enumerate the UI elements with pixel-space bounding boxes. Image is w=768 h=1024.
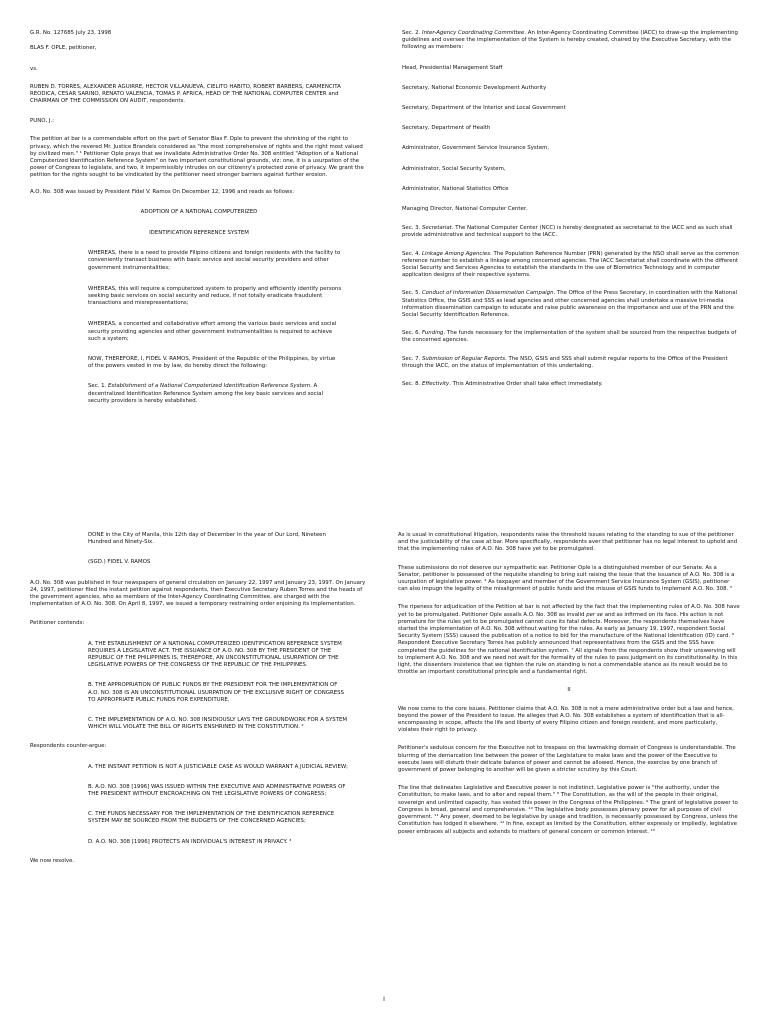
counter-c: C. THE FUNDS NECESSARY FOR THE IMPLEMENTATION OF THE IDENTIFICATION REFERENCE SYSTEM MAY BE SOURCED FROM THE BUDGETS OF THE CONCERNED AGENCIES;	[88, 811, 335, 825]
section-2-body: . An Inter-Agency Coordinating Committee (IACC) to draw-up the implementing guidelines and oversee the implementation of the System is hereby created, chaired by the Executive Secretary, with the following as members:	[402, 30, 738, 51]
member-item: Secretary, Department of the Interior and Local Government	[402, 105, 566, 112]
section-8	[402, 381, 740, 388]
section-1	[30, 383, 368, 405]
paragraph-concern: Petitioner's sedulous concern for the Executive not to trespass on the lawmaking domain of Congress is understandable. The blurring of the demarcation line between the power of the Legislature to make laws and the power of the Executive to execute laws will disturb their delicate balance of power and cannot be allowed. Hence, the exercise by one branch of government of power belonging to another will be given a stricter scrutiny by this Court.	[398, 745, 736, 774]
section-5-title: Conduct of Information Dissemination Campaign	[422, 290, 554, 297]
member-item: Administrator, Government Service Insurance System,	[402, 145, 550, 152]
intro-paragraph: The petition at bar is a commendable effort on the part of Senator Blas F. Ople to prevent the shrinking of the right to privacy, which the revered Mr. Justice Brandeis considered as "the most comprehensive of rights and the right most valued by civilized men." ¹ Petitioner Ople prays that we invalidate Administrative Order No. 308 entitled "Adoption of a National Computerized Identification Reference System" on two important constitutional grounds, viz: one, it is a usurpation of the power of Congress to legislate, and two, it impermissibly intrudes on our citizenry's protected zone of privacy. We grant the petition for the rights sought to be vindicated by the petitioner need stronger barriers against further erosion.	[30, 136, 364, 179]
section-4	[402, 251, 740, 280]
member-item: Managing Director, National Computer Center.	[402, 206, 528, 213]
section-4-lead: Sec. 4.	[402, 250, 422, 257]
paragraph-core-issues: We now come to the core issues. Petitioner claims that A.O. No. 308 is not a mere administrative order but a law and hence, beyond the power of the President to issue. He alleges that A.O. No. 308 establishes a system of identification that is all-encompassing in scope, affects the life and liberty of every Filipino citizen and foreign resident, and more particularly, violates their right to privacy.	[398, 705, 734, 734]
member-item: Secretary, National Economic Development Authority	[402, 84, 547, 91]
we-now-resolve: We now resolve.	[30, 857, 75, 864]
paragraph-standing: As is usual in constitutional litigation, respondents raise the threshold issues relating to the standing to sue of the petitioner and the justiciability of the case at bar. More specifically, respondents aver that petitioner has no legal interest to uphold and that the implementing rules of A.O. No. 308 have yet to be promulgated.	[398, 532, 738, 553]
ao-title-line-1: ADOPTION OF A NATIONAL COMPUTERIZED	[140, 208, 258, 215]
signature-line: (SGD.) FIDEL V. RAMOS	[88, 559, 151, 566]
ripeness-text-b: and as infirmed on its face. His action is not premature for the rules yet to be promulgated cannot cure its fatal defects. Moreover, the respondents themselves have started the implementation of A.O. No. 308 without waiting for the rules. As early as January 19, 1997, respondent Social Security System (SSS) caused the publication of a notice to bid for the manufacture of the National Identification (ID) card. ⁶ Respondent Executive Secretary Torres has publicly announced that representatives from the GSIS and the SSS have completed the guidelines for the national identification system. ⁷ All signals from the respondents show their unswerving will to implement A.O. No. 308 and we need not wait for the formality of the rules to pass judgment on its constitutionality. In this light, the dissenters insistence that we tighten the rule on standing is not a commendable stance as its result would be to throttle an important constitutional principle and a fundamental right.	[398, 611, 738, 676]
done-paragraph: DONE in the City of Manila, this 12th day of December in the year of Our Lord, Nineteen Hundred and Ninety-Six.	[88, 532, 326, 546]
member-item: Administrator, National Statistics Office	[402, 185, 509, 192]
section-3-body: . The National Computer Center (NCC) is hereby designated as secretariat to the IACC and as such shall provide administrative and technical support to the IACC.	[402, 225, 733, 239]
column-bottom-left	[30, 532, 368, 865]
page-number: I	[383, 996, 385, 1003]
section-6-body: . The funds necessary for the implementation of the system shall be sourced from the respective budgets of the concerned agencies.	[402, 330, 737, 344]
respondents-counter: Respondents counter-argue:	[30, 743, 107, 750]
section-7-body: . The NSO, GSIS and SSS shall submit regular reports to the Office of the President through the IACC, on the status of implementation of this undertaking.	[402, 355, 728, 369]
section-1-body: . A decentralized Identification Reference System among the key basic services and social security providers is hereby established.	[88, 383, 323, 404]
whereas-1: WHEREAS, there is a need to provide Filipino citizens and foreign residents with the facility to conveniently transact business with basic service and social security providers and other government instrumentalities;	[88, 250, 341, 271]
section-4-title: Linkage Among Agencies	[422, 250, 491, 257]
petitioner-contends: Petitioner contends:	[30, 620, 85, 627]
section-2	[402, 30, 740, 52]
section-2-title: Inter-Agency Coordinating Committee	[422, 30, 525, 36]
section-8-title: Effectivity	[422, 381, 450, 388]
paragraph-submissions: These submissions do not deserve our sympathetic ear. Petitioner Ople is a distinguished member of our Senate. As a Senator, petitioner is possessed of the requisite standing to bring suit raising the issue that the issuance of A.O. No. 308 is a usurpation of legislative power. ⁴ As taxpayer and member of the Government Service Insurance System (GSIS), petitioner can also impugn the legality of the misalignment of public funds and the misuse of GSIS funds to implement A.O. No. 308. ⁵	[398, 564, 735, 593]
petitioner-line: BLAS F. OPLE, petitioner,	[30, 45, 97, 52]
section-7-lead: Sec. 7.	[402, 355, 422, 362]
section-3-title: Secretariat	[422, 225, 452, 232]
section-5-lead: Sec. 5.	[402, 290, 422, 297]
respondents-line: RUBEN D. TORRES, ALEXANDER AGUIRRE, HECTOR VILLANUEVA, CIELITO HABITO, ROBERT BARBERS, CARMENCITA REODICA, CESAR SARINO, RENATO VALENCIA, TOMAS P. AFRICA, HEAD OF THE NATIONAL COMPUTER CENTER and CHAIRMAN OF THE COMMISSION ON AUDIT, respondents.	[30, 83, 341, 105]
member-item: Administrator, Social Security System,	[402, 165, 506, 172]
paragraph-ripeness	[398, 604, 740, 676]
counter-a: A. THE INSTANT PETITION IS NOT A JUSTICIABLE CASE AS WOULD WARRANT A JUDICIAL REVIEW;	[88, 763, 348, 770]
contention-a: A. THE ESTABLISHMENT OF A NATIONAL COMPUTERIZED IDENTIFICATION REFERENCE SYSTEM REQUIRES A LEGISLATIVE ACT. THE ISSUANCE OF A.O. NO. 308 BY THE PRESIDENT OF THE REPUBLIC OF THE PHILIPPINES IS, THEREFORE, AN UNCONSTITUTIONAL USURPATION OF THE LEGISLATIVE POWERS OF THE CONGRESS OF THE REPUBLIC OF THE PHILIPPINES.	[88, 640, 342, 669]
section-7-title: Submission of Regular Reports	[422, 355, 506, 362]
section-6-title: Funding	[422, 330, 444, 337]
member-item: Secretary, Department of Health	[402, 125, 491, 132]
section-5-body: . The Office of the Press Secretary, in coordination with the National Statistics Office, the GSIS and SSS as lead agencies and other concerned agencies shall undertake a massive tri-media information dissemination campaign to educate and raise public awareness on the importance and use of the PRN and the Social Security Identification Reference.	[402, 290, 738, 319]
versus-line: vs.	[30, 66, 38, 73]
ripeness-per-se: per se	[586, 611, 603, 618]
section-8-lead: Sec. 8.	[402, 381, 422, 388]
section-roman-numeral: II	[567, 687, 571, 694]
ripeness-text-a: The ripeness for adjudication of the Petition at bar is not affected by the fact that the implementing rules of A.O. No. 308 have yet to be promulgated. Petitioner Ople assails A.O. No. 308 as invalid	[398, 604, 740, 618]
contention-c: C. THE IMPLEMENTATION OF A.O. NO. 308 INSIDIOUSLY LAYS THE GROUNDWORK FOR A SYSTEM WHICH WILL VIOLATE THE BILL OF RIGHTS ENSHRINED IN THE CONSTITUTION. ²	[88, 717, 348, 731]
section-3	[402, 225, 740, 239]
section-1-lead: Sec. 1.	[88, 383, 108, 390]
ao-title-line-2: IDENTIFICATION REFERENCE SYSTEM	[149, 230, 249, 237]
member-item: Head, Presidential Management Staff	[402, 64, 503, 71]
counter-d: D. A.O. NO. 308 [1996] PROTECTS AN INDIVIDUAL'S INTEREST IN PRIVACY. ³	[88, 838, 292, 845]
column-top-left	[30, 30, 368, 405]
column-top-right	[402, 30, 740, 388]
contention-b: B. THE APPROPRIATION OF PUBLIC FUNDS BY THE PRESIDENT FOR THE IMPLEMENTATION OF A.O. NO. 308 IS AN UNCONSTITUTIONAL USURPATION OF THE EXCLUSIVE RIGHT OF CONGRESS TO APPROPRIATE PUBLIC FUNDS FOR EXPENDITURE.	[88, 682, 344, 703]
section-2-lead: Sec. 2.	[402, 30, 422, 36]
published-paragraph: A.O. No. 308 was published in four newspapers of general circulation on January 22, 1997 and January 23, 1997. On January 24, 1997, petitioner filed the instant petition against respondents, then Executive Secretary Ruben Torres and the heads of the government agencies, who as members of the Inter-Agency Coordinating Committee, are charged with the implementation of A.O. No. 308. On April 8, 1997, we issued a temporary restraining order enjoining its implementation.	[30, 579, 366, 608]
whereas-3: WHEREAS, a concerted and collaborative effort among the various basic services and social security providing agencies and other government instrumentalities is required to achieve such a system;	[88, 321, 337, 342]
now-therefore: NOW, THEREFORE, I, FIDEL V. RAMOS, President of the Republic of the Philippines, by virtue of the powers vested in me by law, do hereby direct the following:	[88, 356, 336, 370]
section-1-title: Establishment of a National Compoterized Identification Reference System	[108, 383, 311, 390]
case-reference: G.R. No. 127685 July 23, 1998	[30, 30, 112, 36]
issued-paragraph: A.O. No. 308 was issued by President Fidel V. Ramos On December 12, 1996 and reads as follows:	[30, 188, 295, 195]
section-6-lead: Sec. 6.	[402, 330, 422, 337]
section-4-body: . The Population Reference Number (PRN) generated by the NSO shall serve as the common reference number to establish a linkage among concerned agencies. The IACC Secretariat shall coordinate with the different Social Security and Services Agencies to establish the standards in the use of Biometrics Technology and in computer application designs of their respective systems.	[402, 250, 739, 279]
section-8-body: . This Administrative Order shall take effect immediately.	[449, 381, 603, 388]
author-line: PUNO, J.:	[30, 118, 55, 125]
section-6	[402, 330, 740, 344]
whereas-2: WHEREAS, this will require a computerized system to properly and efficiently identify persons seeking basic services on social security and reduce, if not totally eradicate fraudulent transactions and misrepresentations;	[88, 285, 342, 307]
counter-b: B. A.O. NO. 308 [1996] WAS ISSUED WITHIN THE EXECUTIVE AND ADMINISTRATIVE POWERS OF THE PRESIDENT WITHOUT ENCROACHING ON THE LEGISLATIVE POWERS OF CONGRESS;	[88, 783, 346, 798]
section-5	[402, 290, 740, 319]
section-3-lead: Sec. 3.	[402, 225, 422, 232]
section-7	[402, 356, 740, 370]
column-bottom-right	[398, 532, 740, 836]
paragraph-legislative-power: The line that delineates Legislative and Executive power is not indistinct. Legislative power is "the authority, under the Constitution, to make laws, and to alter and repeal them." ⁸ The Constitution, as the will of the people in their original, sovereign and unlimited capacity, has vested this power in the Congress of the Philippines. ⁹ The grant of legislative power to Congress is broad, general and comprehensive. ¹⁰ The legislative body possesses plenary power for all purposes of civil government. ¹¹ Any power, deemed to be legislative by usage and tradition, is necessarily possessed by Congress, unless the Constitution has lodged it elsewhere. ¹² In fine, except as limited by the Constitution, either expressly or impliedly, legislative power embraces all subjects and extends to matters of general concern or common interest. ¹³	[398, 785, 738, 835]
